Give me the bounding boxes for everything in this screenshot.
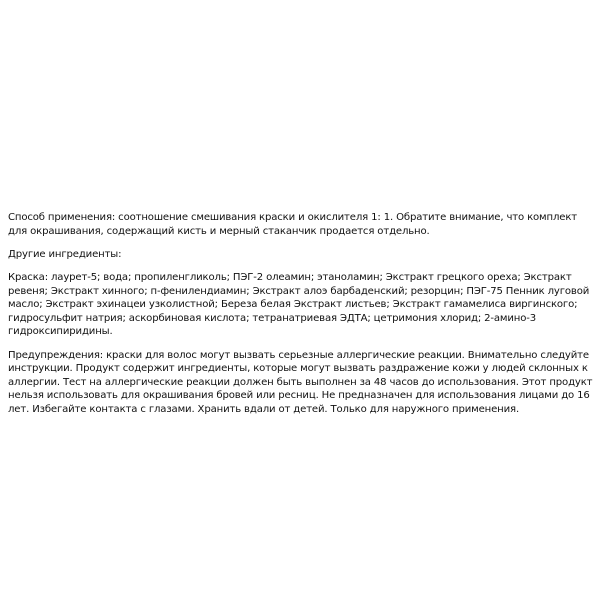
dye-ingredients-paragraph: Краска: лаурет-5; вода; пропиленгликоль; ПЭГ-2 олеамин; этаноламин; Экстракт грецкого ореха; Экстракт ревеня; Экстракт хинного; п-фенилендиамин; Экстракт алоэ барбаденский; резорцин; ПЭГ-75 Пенник луговой масло; Экстракт эхинацеи узколистной; Береза белая Экстракт листьев; Экстракт гамамелиса виргинского; гидросульфит натрия; аскорбиновая кислота; тетранатриевая ЭДТА; цетримония хлорид; 2-амино-3 гидроксипиридины. <box>8 271 590 338</box>
other-ingredients-heading: Другие ингредиенты: <box>8 248 122 260</box>
usage-instructions-paragraph: Способ применения: соотношение смешивания краски и окислителя 1: 1. Обратите внимание, что комплект для окрашивания, содержащий кисть и мерный стаканчик продается отдельно. <box>8 212 578 237</box>
document-body <box>8 211 594 426</box>
warnings-paragraph: Предупреждения: краски для волос могут вызвать серьезные аллергические реакции. Внимательно следуйте инструкции. Продукт содержит ингредиенты, которые могут вызвать раздражение кожи у людей склонных к аллергии. Тест на аллергические реакции должен быть выполнен за 48 часов до использования. Этот продукт нельзя использовать для окрашивания бровей или ресниц. Не предназначен для использования лицами до 16 лет. Избегайте контакта с глазами. Хранить вдали от детей. Только для наружного применения. <box>8 349 593 415</box>
